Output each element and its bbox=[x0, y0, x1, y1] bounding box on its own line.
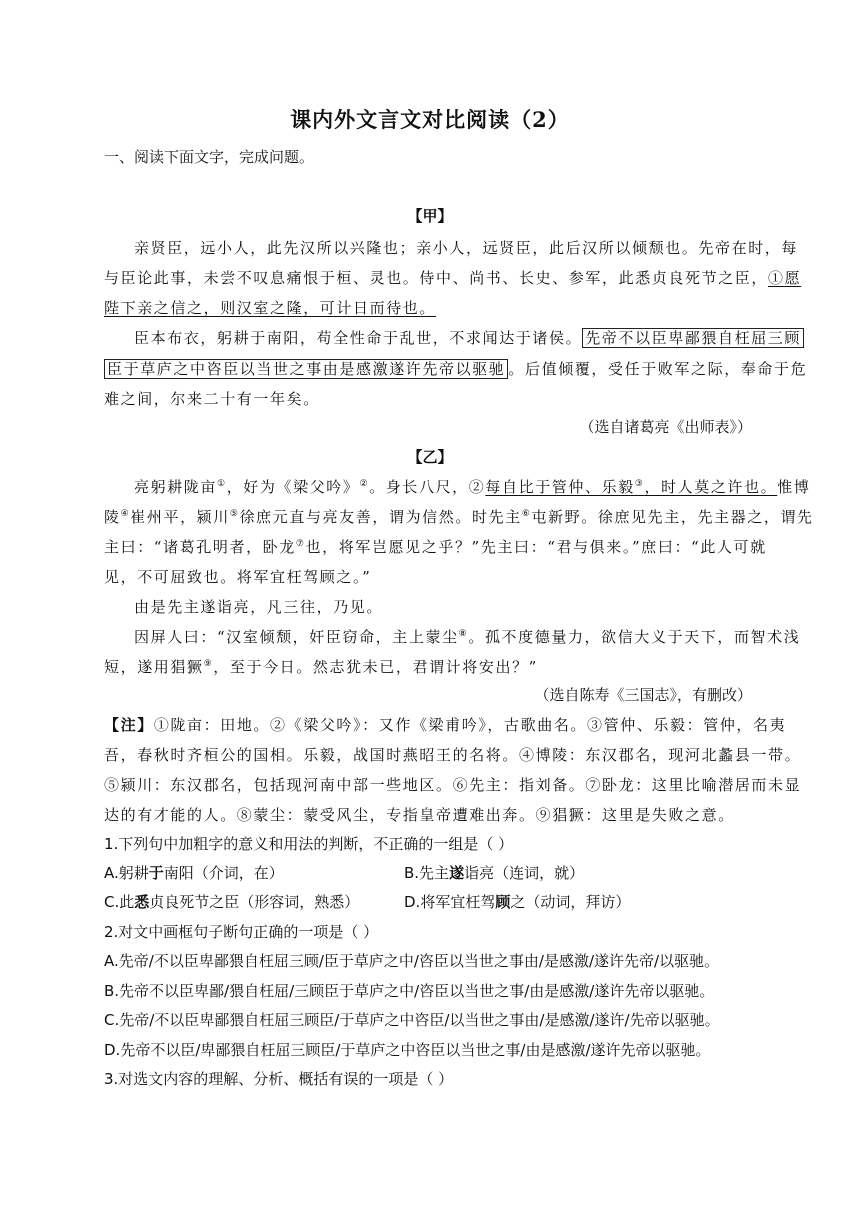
underlined-sentence-1: 陛下亲之信之，则汉室之隆，可计日而待也。 bbox=[104, 299, 437, 317]
yi-p1-line3: 主曰：“诸葛孔明者，卧龙⑦也，将军岂愿见之乎？”先主曰：“君与俱来。”庶曰：“此人可就 bbox=[104, 538, 767, 556]
jia-p1-line1: 亲贤臣，远小人，此先汉所以兴隆也；亲小人，远贤臣，此后汉所以倾颓也。先帝在时，每 bbox=[134, 239, 799, 257]
jia-p2-line3: 难之间，尔来二十有一年矣。 bbox=[104, 390, 320, 408]
jia-source: （选自诸葛亮《出师表》） bbox=[579, 418, 752, 436]
passage-yi-heading: 【乙】 bbox=[407, 448, 453, 466]
notes-line3: ⑤颍川：东汉郡名，包括现河南中部一些地区。⑥先主：指刘备。⑦卧龙：这里比喻潜居而未显 bbox=[104, 776, 802, 794]
jia-p1-line2: 与臣论此事，未尝不叹息痛恨于桓、灵也。侍中、尚书、长史、参军，此悉贞良死节之臣，①愿 bbox=[104, 269, 802, 287]
yi-p2-line1: 由是先主遂诣亮，凡三往，乃见。 bbox=[134, 598, 384, 616]
notes-line2: 吾，春秋时齐桓公的国相。乐毅，战国时燕昭王的名将。④博陵：东汉郡名，现河北蠡县一带。 bbox=[104, 746, 802, 764]
q2-option-a: A.先帝/不以臣卑鄙猥自枉屈三顾/臣于草庐之中/咨臣以当世之事由/是感激/遂许先帝/以驱驰。 bbox=[104, 952, 720, 970]
footnote-ref-8: ⑧ bbox=[458, 629, 469, 639]
notes-line4: 达的有才能的人。⑧蒙尘：蒙受风尘，专指皇帝遭难出奔。⑨猖獗：这里是失败之意。 bbox=[104, 806, 735, 824]
q1-option-b: B.先主遂诣亮（连词，就） bbox=[404, 864, 585, 882]
question-3-stem: 3.对选文内容的理解、分析、概括有误的一项是（ ） bbox=[104, 1070, 454, 1088]
q1-option-c: C.此悉贞良死节之臣（形容词，熟悉） bbox=[104, 893, 360, 911]
footnote-ref-7: ⑦ bbox=[295, 539, 306, 549]
question-2-stem: 2.对文中画框句子断句正确的一项是（ ） bbox=[104, 923, 379, 941]
question-1-stem: 1.下列句中加粗字的意义和用法的判断，不正确的一组是（ ） bbox=[104, 835, 514, 853]
yi-p3-line1: 因屏人曰：“汉室倾颓，奸臣窃命，主上蒙尘⑧。孤不度德量力，欲信大义于天下，而智术浅 bbox=[134, 628, 801, 646]
q2-option-b: B.先帝不以臣卑鄙/猥自枉屈/三顾臣于草庐之中/咨臣以当世之事/由是感激/遂许先帝以驱驰。 bbox=[104, 982, 715, 1000]
boxed-sentence-part1: 先帝不以臣卑鄙猥自枉屈三顾 bbox=[582, 328, 804, 348]
q1-option-d: D.将军宜枉驾顾之（动词，拜访） bbox=[404, 893, 631, 911]
underline-marker-2: ② bbox=[468, 478, 486, 496]
jia-p2-line2: 臣于草庐之中咨臣以当世之事由是感激遂许先帝以驱驰 。后值倾覆，受任于败军之际，奉命于危 bbox=[104, 358, 756, 380]
footnote-ref-5: ⑤ bbox=[229, 509, 240, 519]
footnote-ref-6: ⑥ bbox=[521, 509, 532, 519]
q2-option-c: C.先帝/不以臣卑鄙猥自枉屈三顾臣/于草庐之中咨臣/以当世之事由/是感激/遂许/先帝以驱驰。 bbox=[104, 1011, 720, 1029]
boxed-sentence-part2: 臣于草庐之中咨臣以当世之事由是感激遂许先帝以驱驰 bbox=[104, 359, 508, 379]
passage-jia-heading: 【甲】 bbox=[407, 207, 453, 225]
yi-p3-line2: 短，遂用猖獗⑨，至于今日。然志犹未已，君谓计将安出？” bbox=[104, 658, 538, 676]
jia-p1-line3 bbox=[104, 297, 436, 319]
section-instruction: 一、阅读下面文字，完成问题。 bbox=[104, 148, 315, 166]
notes-label: 【注】 bbox=[104, 716, 154, 734]
footnote-ref-9: ⑨ bbox=[203, 659, 214, 669]
underlined-sentence-2: 每自比于管仲、乐毅③，时人莫之许也。 bbox=[485, 478, 778, 496]
q2-option-d: D.先帝不以臣/卑鄙猥自枉屈三顾臣/于草庐之中咨臣以当世之事/由是感激/遂许先帝以驱驰。 bbox=[104, 1041, 711, 1059]
footnote-ref-1: ① bbox=[217, 479, 227, 489]
yi-p1-line1: 亮躬耕陇亩①，好为《梁父吟》②。身长八尺，②每自比于管仲、乐毅③，时人莫之许也。惟博 bbox=[134, 478, 811, 496]
jia-p2-line1: 臣本布衣，躬耕于南阳，苟全性命于乱世，不求闻达于诸侯。 先帝不以臣卑鄙猥自枉屈三顾 bbox=[134, 327, 756, 349]
yi-p1-line2: 陵④崔州平，颍川⑤徐庶元直与亮友善，谓为信然。时先主⑥屯新野。徐庶见先主，先主器之，谓先 bbox=[104, 508, 814, 526]
footnote-ref-4: ④ bbox=[120, 509, 131, 519]
q1-option-a: A.躬耕于南阳（介词，在） bbox=[104, 864, 284, 882]
page-title: 课内外文言文对比阅读（2） bbox=[290, 107, 570, 132]
underlined-sentence-1-marker: ①愿 bbox=[768, 269, 802, 287]
footnote-ref-2: ② bbox=[359, 479, 370, 489]
yi-p1-line4: 见，不可屈致也。将军宜枉驾顾之。” bbox=[104, 568, 372, 586]
footnote-ref-3: ③ bbox=[634, 479, 645, 489]
notes-line1: 【注】①陇亩：田地。②《梁父吟》：又作《梁甫吟》，古歌曲名。③管仲、乐毅：管仲，名夷 bbox=[104, 716, 787, 734]
yi-source: （选自陈寿《三国志》，有删改） bbox=[534, 686, 752, 704]
